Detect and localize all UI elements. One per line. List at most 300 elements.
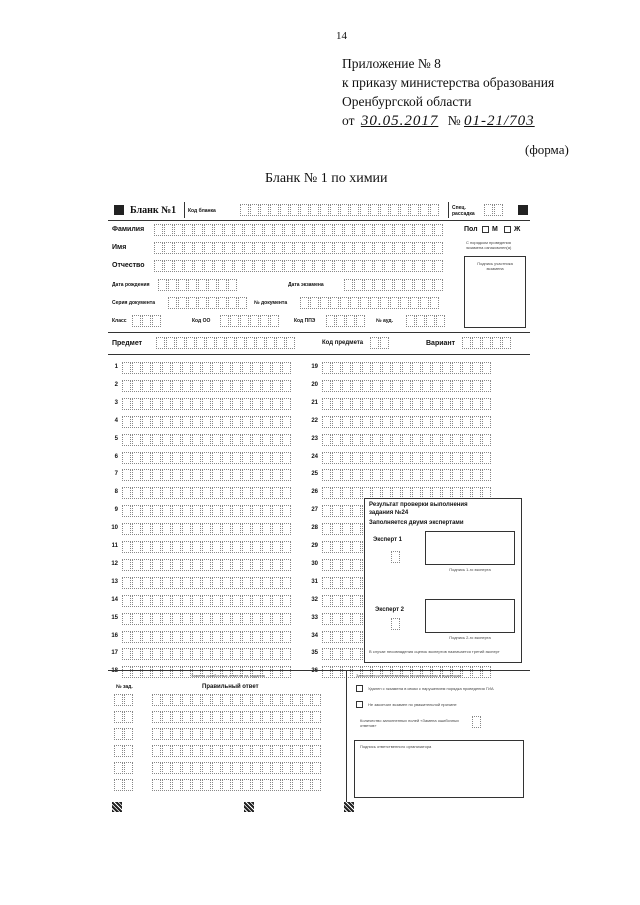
input-cell[interactable] (172, 694, 181, 706)
input-cell[interactable] (232, 728, 241, 740)
input-cell[interactable] (342, 595, 351, 607)
input-cell[interactable] (262, 728, 271, 740)
input-cell[interactable] (232, 694, 241, 706)
input-cell[interactable] (352, 541, 361, 553)
input-cell[interactable] (162, 487, 171, 499)
input-cell[interactable] (312, 728, 321, 740)
input-cell[interactable] (272, 648, 281, 660)
input-cell[interactable] (212, 398, 221, 410)
input-cell[interactable] (392, 416, 401, 428)
input-cell[interactable] (262, 541, 271, 553)
input-cell[interactable] (282, 577, 291, 589)
input-cell[interactable] (272, 434, 281, 446)
input-cell[interactable] (352, 487, 361, 499)
input-cell[interactable] (152, 434, 161, 446)
input-cell[interactable] (182, 505, 191, 517)
input-cell[interactable] (324, 224, 333, 236)
input-cell[interactable] (154, 224, 163, 236)
input-cell[interactable] (394, 279, 403, 291)
input-cell[interactable] (202, 487, 211, 499)
input-cell[interactable] (344, 279, 353, 291)
input-cell[interactable] (142, 559, 151, 571)
input-cell[interactable] (212, 631, 221, 643)
input-cell[interactable] (242, 505, 251, 517)
expert-2-score[interactable] (391, 618, 401, 630)
input-cell[interactable] (252, 559, 261, 571)
input-cell[interactable] (352, 505, 361, 517)
input-cell[interactable] (422, 398, 431, 410)
input-cell[interactable] (410, 204, 419, 216)
input-cell[interactable] (162, 694, 171, 706)
input-cell[interactable] (202, 452, 211, 464)
input-cell[interactable] (342, 416, 351, 428)
input-cell[interactable] (114, 745, 123, 757)
input-cell[interactable] (214, 260, 223, 272)
input-cell[interactable] (172, 559, 181, 571)
input-cell[interactable] (250, 204, 259, 216)
input-cell[interactable] (391, 618, 400, 630)
input-cell[interactable] (302, 711, 311, 723)
input-cell[interactable] (252, 505, 261, 517)
input-cell[interactable] (422, 434, 431, 446)
input-cell[interactable] (392, 380, 401, 392)
input-cell[interactable] (228, 297, 237, 309)
input-cell[interactable] (356, 315, 365, 327)
input-cell[interactable] (242, 762, 251, 774)
input-cell[interactable] (252, 416, 261, 428)
input-cell[interactable] (314, 242, 323, 254)
input-cell[interactable] (240, 204, 249, 216)
input-cell[interactable] (462, 380, 471, 392)
input-cell[interactable] (332, 469, 341, 481)
input-cell[interactable] (300, 297, 309, 309)
input-cell[interactable] (422, 416, 431, 428)
input-cell[interactable] (382, 380, 391, 392)
input-cell[interactable] (232, 487, 241, 499)
input-cell[interactable] (152, 728, 161, 740)
input-cell[interactable] (182, 416, 191, 428)
input-cell[interactable] (232, 595, 241, 607)
input-cell[interactable] (202, 505, 211, 517)
input-cell[interactable] (262, 559, 271, 571)
input-cell[interactable] (322, 613, 331, 625)
input-cell[interactable] (122, 666, 131, 678)
input-cell[interactable] (272, 613, 281, 625)
input-cell[interactable] (452, 469, 461, 481)
replace-task-number[interactable] (114, 728, 134, 740)
input-cell[interactable] (372, 362, 381, 374)
input-cell[interactable] (168, 279, 177, 291)
input-cell[interactable] (434, 279, 443, 291)
input-cell[interactable] (152, 711, 161, 723)
input-cell[interactable] (332, 559, 341, 571)
input-cell[interactable] (234, 242, 243, 254)
input-cell[interactable] (412, 434, 421, 446)
input-cell[interactable] (282, 631, 291, 643)
answer-row-cells[interactable] (122, 434, 292, 446)
input-cell[interactable] (342, 398, 351, 410)
input-cell[interactable] (242, 728, 251, 740)
input-cell[interactable] (352, 631, 361, 643)
input-cell[interactable] (452, 398, 461, 410)
input-cell[interactable] (262, 711, 271, 723)
input-cell[interactable] (162, 779, 171, 791)
input-cell[interactable] (152, 577, 161, 589)
input-cell[interactable] (426, 315, 435, 327)
input-cell[interactable] (232, 469, 241, 481)
input-cell[interactable] (284, 242, 293, 254)
input-cell[interactable] (272, 452, 281, 464)
input-cell[interactable] (244, 260, 253, 272)
input-cell[interactable] (142, 523, 151, 535)
input-cell[interactable] (272, 362, 281, 374)
input-cell[interactable] (162, 469, 171, 481)
input-cell[interactable] (218, 279, 227, 291)
input-cell[interactable] (222, 779, 231, 791)
input-cell[interactable] (222, 762, 231, 774)
input-cell[interactable] (282, 541, 291, 553)
input-cell[interactable] (224, 260, 233, 272)
input-cell[interactable] (232, 452, 241, 464)
input-cell[interactable] (452, 452, 461, 464)
input-cell[interactable] (176, 337, 185, 349)
input-cell[interactable] (312, 779, 321, 791)
input-cell[interactable] (184, 224, 193, 236)
input-cell[interactable] (452, 434, 461, 446)
input-cell[interactable] (262, 505, 271, 517)
input-cell[interactable] (212, 613, 221, 625)
input-cell[interactable] (212, 362, 221, 374)
input-cell[interactable] (342, 380, 351, 392)
input-cell[interactable] (430, 204, 439, 216)
input-cell[interactable] (482, 452, 491, 464)
input-cell[interactable] (172, 452, 181, 464)
input-cell[interactable] (122, 648, 131, 660)
input-cell[interactable] (122, 505, 131, 517)
input-cell[interactable] (192, 728, 201, 740)
input-cell[interactable] (432, 362, 441, 374)
input-cell[interactable] (372, 452, 381, 464)
replace-answer-cells[interactable] (152, 762, 322, 774)
input-cell[interactable] (244, 242, 253, 254)
input-cell[interactable] (352, 452, 361, 464)
input-cell[interactable] (432, 380, 441, 392)
input-cell[interactable] (424, 260, 433, 272)
input-cell[interactable] (432, 469, 441, 481)
input-cell[interactable] (132, 452, 141, 464)
input-cell[interactable] (364, 242, 373, 254)
input-cell[interactable] (404, 224, 413, 236)
input-cell[interactable] (202, 648, 211, 660)
answer-row-cells[interactable] (122, 416, 292, 428)
input-cell[interactable] (132, 416, 141, 428)
input-cell[interactable] (370, 297, 379, 309)
input-cell[interactable] (362, 398, 371, 410)
input-cell[interactable] (132, 666, 141, 678)
input-cell[interactable] (492, 337, 501, 349)
answer-row-cells[interactable] (122, 631, 292, 643)
input-cell[interactable] (412, 362, 421, 374)
input-cell[interactable] (262, 631, 271, 643)
replace-task-number[interactable] (114, 694, 134, 706)
input-cell[interactable] (220, 315, 229, 327)
input-cell[interactable] (304, 224, 313, 236)
input-cell[interactable] (442, 469, 451, 481)
answer-row-cells[interactable] (322, 416, 492, 428)
input-cell[interactable] (324, 260, 333, 272)
input-cell[interactable] (142, 541, 151, 553)
input-cell[interactable] (282, 487, 291, 499)
input-cell[interactable] (432, 434, 441, 446)
input-cell[interactable] (172, 631, 181, 643)
input-cell[interactable] (314, 224, 323, 236)
input-cell[interactable] (340, 204, 349, 216)
input-cell[interactable] (182, 362, 191, 374)
input-cell[interactable] (342, 631, 351, 643)
input-cell[interactable] (152, 505, 161, 517)
input-cell[interactable] (172, 416, 181, 428)
input-cell[interactable] (192, 452, 201, 464)
input-cell[interactable] (402, 469, 411, 481)
answer-row-cells[interactable] (322, 362, 492, 374)
input-cell[interactable] (322, 362, 331, 374)
input-cell[interactable] (352, 523, 361, 535)
input-cell[interactable] (322, 487, 331, 499)
input-cell[interactable] (274, 260, 283, 272)
input-cell[interactable] (332, 434, 341, 446)
input-cell[interactable] (452, 416, 461, 428)
input-cell[interactable] (302, 762, 311, 774)
input-cell[interactable] (382, 398, 391, 410)
input-cell[interactable] (372, 380, 381, 392)
input-cell[interactable] (142, 452, 151, 464)
input-cell[interactable] (172, 728, 181, 740)
input-cell[interactable] (222, 416, 231, 428)
input-cell[interactable] (320, 297, 329, 309)
input-cell[interactable] (222, 505, 231, 517)
input-cell[interactable] (162, 380, 171, 392)
input-cell[interactable] (362, 469, 371, 481)
input-cell[interactable] (202, 434, 211, 446)
input-cell[interactable] (132, 434, 141, 446)
input-cell[interactable] (314, 260, 323, 272)
input-cell[interactable] (232, 380, 241, 392)
input-cell[interactable] (122, 577, 131, 589)
input-cell[interactable] (164, 224, 173, 236)
input-cell[interactable] (322, 452, 331, 464)
input-cell[interactable] (182, 631, 191, 643)
input-cell[interactable] (212, 745, 221, 757)
input-cell[interactable] (452, 362, 461, 374)
input-cell[interactable] (354, 260, 363, 272)
input-cell[interactable] (382, 434, 391, 446)
input-cell[interactable] (402, 434, 411, 446)
input-cell[interactable] (162, 541, 171, 553)
input-cell[interactable] (262, 452, 271, 464)
input-cell[interactable] (252, 434, 261, 446)
input-cell[interactable] (232, 577, 241, 589)
input-cell[interactable] (284, 224, 293, 236)
input-cell[interactable] (282, 505, 291, 517)
input-cell[interactable] (172, 380, 181, 392)
input-cell[interactable] (182, 398, 191, 410)
input-cell[interactable] (262, 648, 271, 660)
input-cell[interactable] (222, 469, 231, 481)
input-cell[interactable] (202, 595, 211, 607)
input-cell[interactable] (182, 487, 191, 499)
answer-row-cells[interactable] (122, 505, 292, 517)
input-cell[interactable] (332, 398, 341, 410)
input-cell[interactable] (252, 711, 261, 723)
input-cell[interactable] (192, 380, 201, 392)
answer-row-cells[interactable] (122, 648, 292, 660)
input-cell[interactable] (162, 728, 171, 740)
input-cell[interactable] (132, 595, 141, 607)
input-cell[interactable] (332, 613, 341, 625)
input-cell[interactable] (152, 416, 161, 428)
input-cell[interactable] (142, 595, 151, 607)
input-cell[interactable] (152, 541, 161, 553)
input-cell[interactable] (132, 469, 141, 481)
input-cell[interactable] (182, 648, 191, 660)
input-cell[interactable] (390, 204, 399, 216)
input-cell[interactable] (262, 694, 271, 706)
input-cell[interactable] (172, 595, 181, 607)
input-cell[interactable] (380, 204, 389, 216)
input-cell[interactable] (122, 559, 131, 571)
input-cell[interactable] (290, 204, 299, 216)
data-ekzamena-field[interactable] (344, 279, 444, 291)
input-cell[interactable] (252, 595, 261, 607)
input-cell[interactable] (352, 398, 361, 410)
input-cell[interactable] (322, 398, 331, 410)
input-cell[interactable] (228, 279, 237, 291)
input-cell[interactable] (202, 416, 211, 428)
input-cell[interactable] (272, 469, 281, 481)
input-cell[interactable] (162, 745, 171, 757)
input-cell[interactable] (370, 337, 379, 349)
input-cell[interactable] (332, 487, 341, 499)
input-cell[interactable] (182, 541, 191, 553)
input-cell[interactable] (350, 204, 359, 216)
input-cell[interactable] (242, 362, 251, 374)
input-cell[interactable] (472, 452, 481, 464)
answer-row-cells[interactable] (122, 380, 292, 392)
input-cell[interactable] (344, 224, 353, 236)
input-cell[interactable] (172, 523, 181, 535)
input-cell[interactable] (132, 559, 141, 571)
input-cell[interactable] (390, 297, 399, 309)
input-cell[interactable] (384, 242, 393, 254)
input-cell[interactable] (412, 398, 421, 410)
input-cell[interactable] (262, 434, 271, 446)
input-cell[interactable] (342, 648, 351, 660)
input-cell[interactable] (284, 260, 293, 272)
input-cell[interactable] (262, 416, 271, 428)
input-cell[interactable] (194, 242, 203, 254)
input-cell[interactable] (242, 577, 251, 589)
input-cell[interactable] (114, 711, 123, 723)
input-cell[interactable] (142, 487, 151, 499)
input-cell[interactable] (286, 337, 295, 349)
input-cell[interactable] (162, 631, 171, 643)
input-cell[interactable] (300, 204, 309, 216)
answer-row-cells[interactable] (122, 398, 292, 410)
input-cell[interactable] (352, 434, 361, 446)
input-cell[interactable] (232, 762, 241, 774)
input-cell[interactable] (162, 434, 171, 446)
input-cell[interactable] (320, 204, 329, 216)
input-cell[interactable] (422, 469, 431, 481)
input-cell[interactable] (172, 648, 181, 660)
input-cell[interactable] (202, 728, 211, 740)
kod-ppe-field[interactable] (326, 315, 366, 327)
input-cell[interactable] (252, 452, 261, 464)
input-cell[interactable] (322, 434, 331, 446)
input-cell[interactable] (252, 694, 261, 706)
input-cell[interactable] (192, 416, 201, 428)
input-cell[interactable] (342, 505, 351, 517)
input-cell[interactable] (122, 541, 131, 553)
klass-field[interactable] (132, 315, 162, 327)
input-cell[interactable] (332, 541, 341, 553)
input-cell[interactable] (192, 631, 201, 643)
seriya-field[interactable] (168, 297, 248, 309)
input-cell[interactable] (472, 416, 481, 428)
input-cell[interactable] (166, 337, 175, 349)
input-cell[interactable] (302, 745, 311, 757)
input-cell[interactable] (242, 452, 251, 464)
input-cell[interactable] (362, 434, 371, 446)
expert-1-score[interactable] (391, 551, 401, 563)
input-cell[interactable] (312, 745, 321, 757)
input-cell[interactable] (230, 315, 239, 327)
input-cell[interactable] (232, 416, 241, 428)
input-cell[interactable] (152, 779, 161, 791)
input-cell[interactable] (142, 398, 151, 410)
input-cell[interactable] (132, 631, 141, 643)
input-cell[interactable] (222, 728, 231, 740)
input-cell[interactable] (342, 487, 351, 499)
input-cell[interactable] (162, 613, 171, 625)
input-cell[interactable] (374, 260, 383, 272)
answer-row-cells[interactable] (122, 577, 292, 589)
input-cell[interactable] (482, 398, 491, 410)
input-cell[interactable] (272, 487, 281, 499)
dop-blanks-field[interactable] (472, 716, 482, 728)
input-cell[interactable] (344, 260, 353, 272)
input-cell[interactable] (266, 337, 275, 349)
input-cell[interactable] (432, 398, 441, 410)
input-cell[interactable] (302, 728, 311, 740)
answer-row-cells[interactable] (322, 469, 492, 481)
input-cell[interactable] (188, 279, 197, 291)
input-cell[interactable] (152, 380, 161, 392)
input-cell[interactable] (252, 728, 261, 740)
input-cell[interactable] (218, 297, 227, 309)
input-cell[interactable] (392, 434, 401, 446)
input-cell[interactable] (152, 595, 161, 607)
input-cell[interactable] (192, 648, 201, 660)
input-cell[interactable] (404, 242, 413, 254)
input-cell[interactable] (422, 452, 431, 464)
replace-answer-cells[interactable] (152, 745, 322, 757)
input-cell[interactable] (182, 745, 191, 757)
input-cell[interactable] (334, 242, 343, 254)
input-cell[interactable] (242, 745, 251, 757)
input-cell[interactable] (152, 631, 161, 643)
input-cell[interactable] (494, 204, 503, 216)
